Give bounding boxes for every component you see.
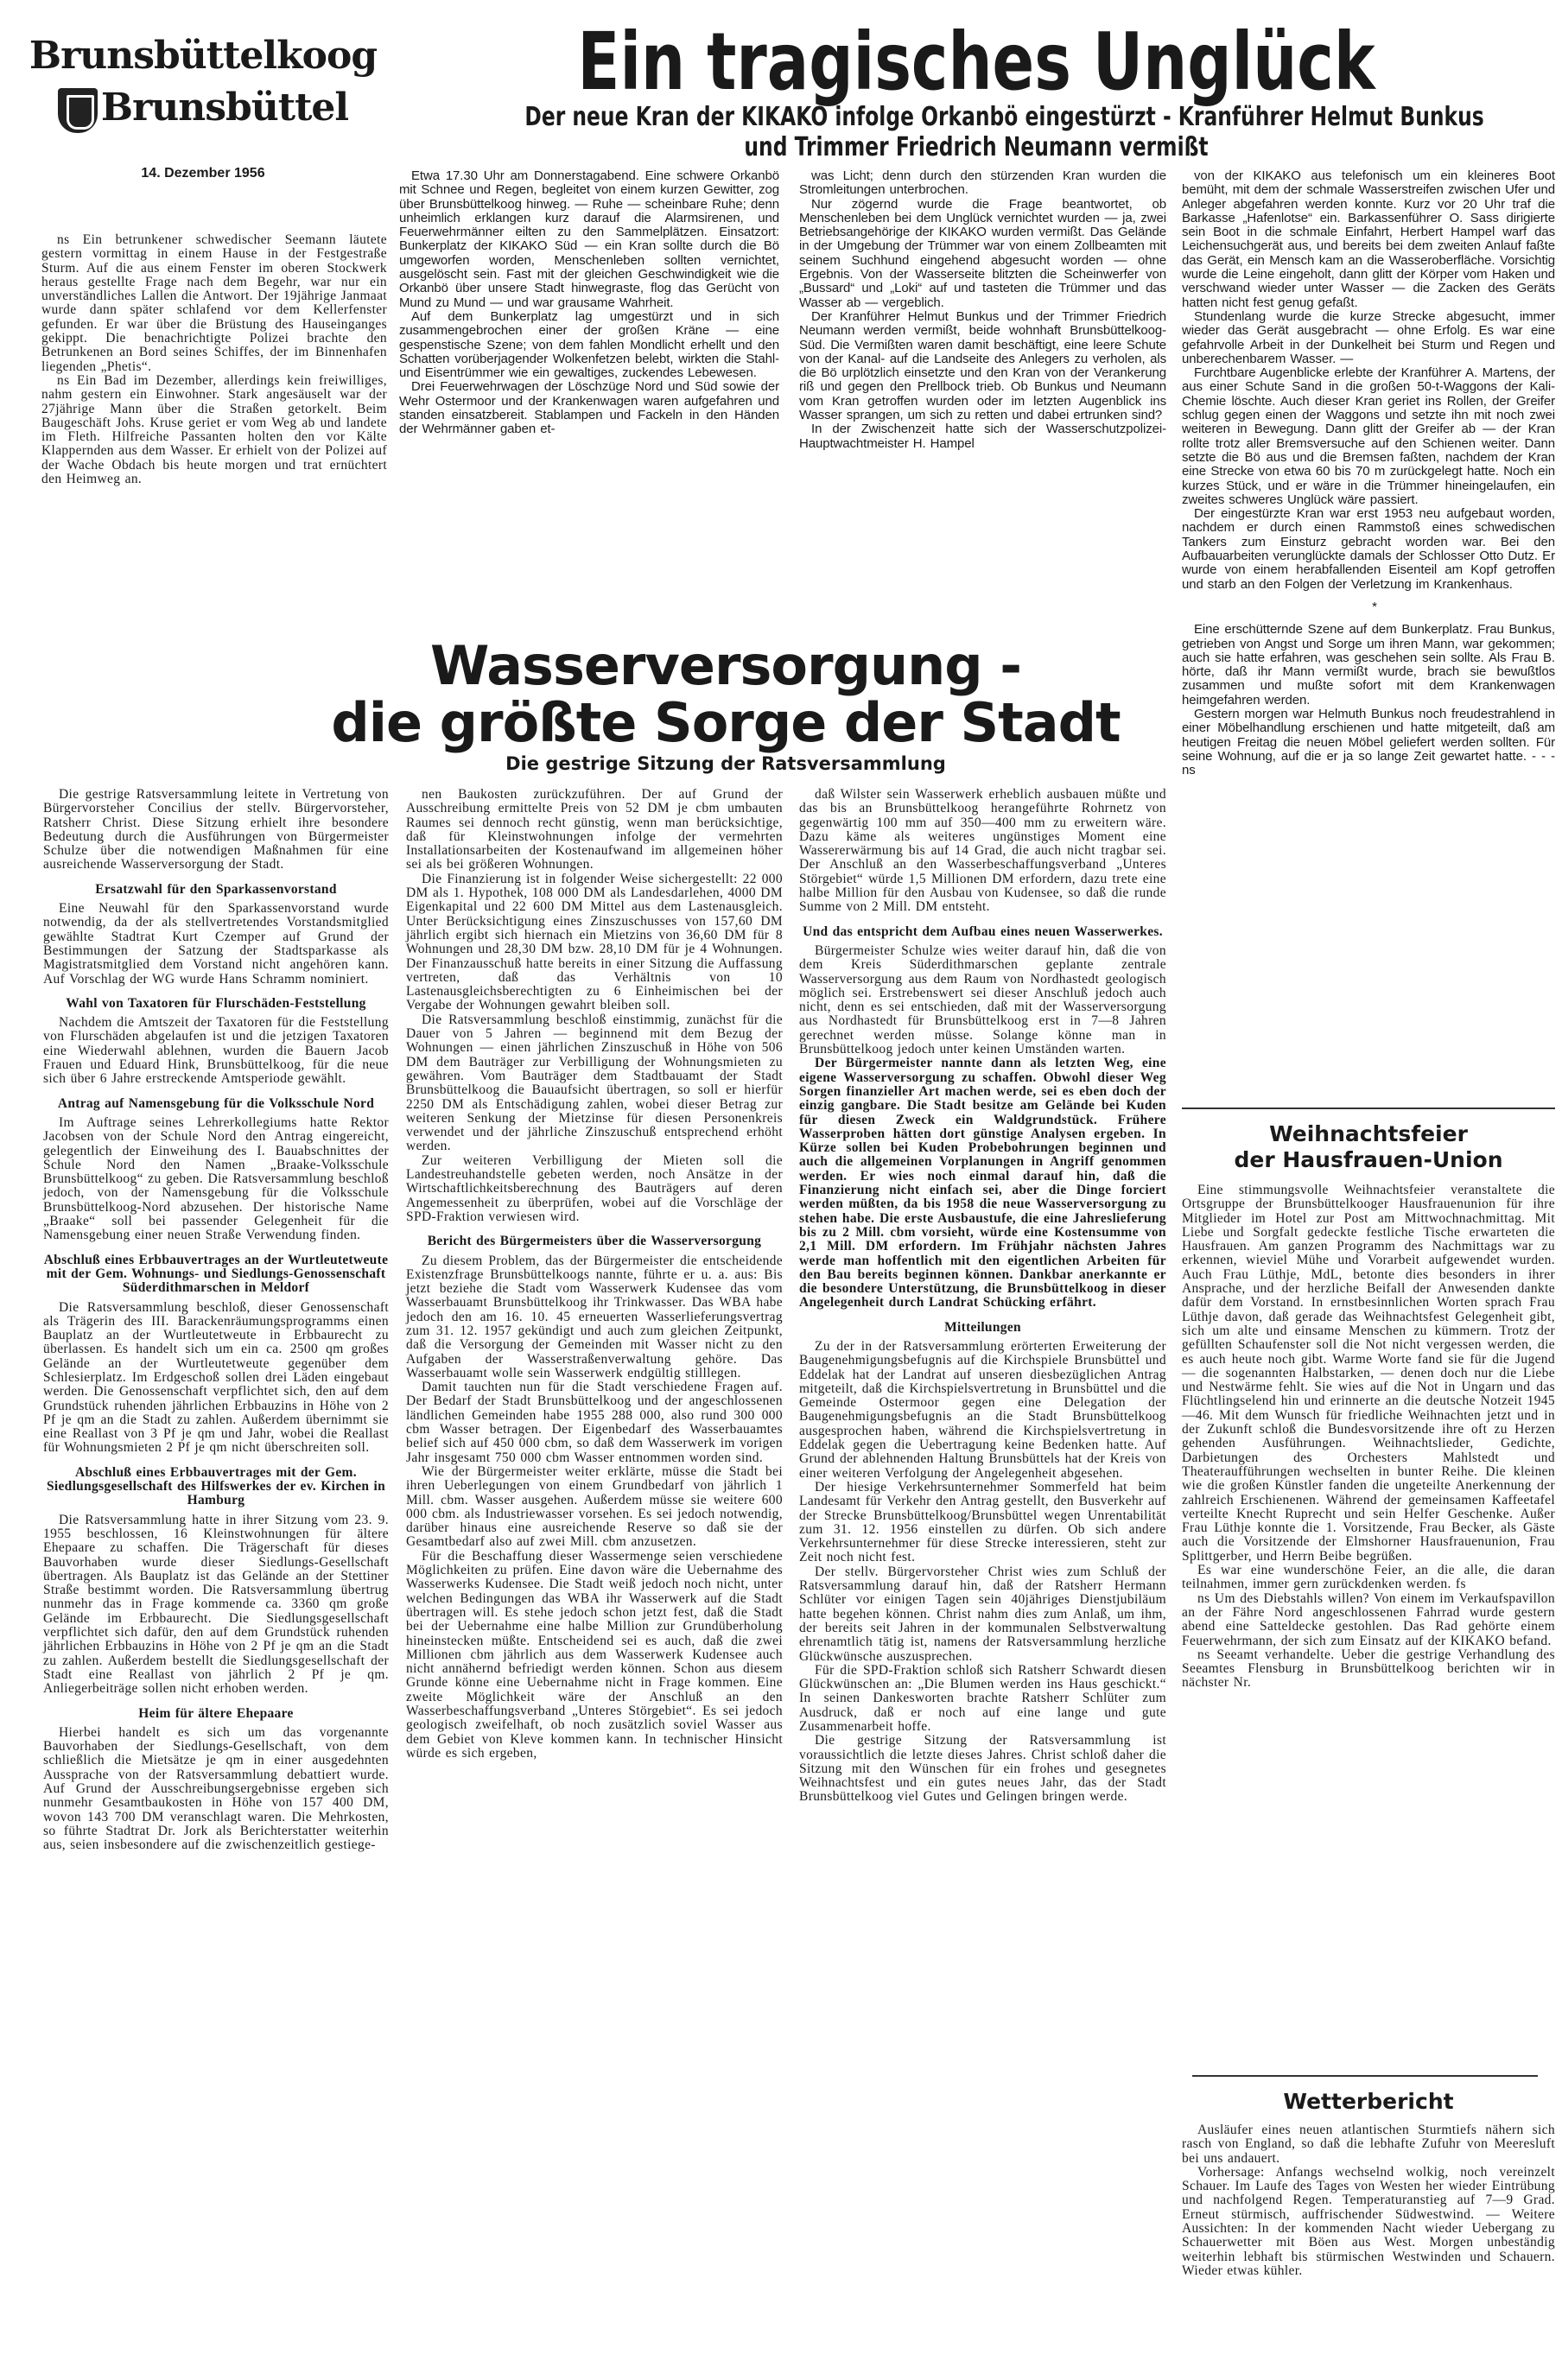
section-heading: Antrag auf Namensgebung für die Volksschule Nord <box>57 1095 375 1111</box>
paragraph: Die gestrige Sitzung der Ratsversammlung ist voraussichtlich die letzte dieses Jahres. Christ schloß daher die Sitzung mit den Wünschen für ein frohes und gesegnetes Weihnachtsfest und ein gutes neues Jahr, das der Stadt Brunsbüttelkoog viel Gutes und Gelingen bringen werde. <box>799 1733 1166 1805</box>
masthead-subtitle: Brunsbüttel <box>100 86 349 130</box>
paragraph: Es war eine wunderschöne Feier, an die alle, die daran teilnahmen, immer gern zurückdenken werden. fs <box>1182 1563 1555 1592</box>
section-heading: Abschluß eines Erbbauvertrages mit der Gem. Siedlungsgesellschaft des Hilfswerkes der ev. Kirchen in Hamburg <box>46 1464 386 1508</box>
paragraph: Der eingestürzte Kran war erst 1953 neu aufgebaut worden, nachdem er durch einen Rammstoß eines schwedischen Tankers zum Einsturz gebracht worden war. Bei den Aufbauarbeiten verunglückte damals der Schlosser Otto Dutz. Er wurde von einem herabfallenden Eisenteil am Kopf getroffen und starb an den Folgen der Verletzung im Krankenhaus. <box>1182 506 1555 592</box>
paragraph: von der KIKAKO aus telefonisch um ein kleineres Boot bemüht, mit dem der schmale Wasserstreifen zwischen Ufer und Anleger abgefahren werden konnte. Kurz vor 20 Uhr traf die Barkasse „Hafenlotse“ ein. Barkassenführer O. Sass dirigierte sein Boot in die schmale Einfahrt, Herbert Hampel warf das Leichensuchgerät aus, und bereits bei dem zweiten Anlauf faßte das Gerät, ein Mensch kam an die Wasseroberfläche. Vorsichtig wurde die Leine eingeholt, dann glitt der Körper vom Haken und verschwand wieder unter Wasser — die Zacken des Geräts hatten nicht fest genug gefaßt. <box>1182 168 1555 310</box>
paragraph: Auf dem Bunkerplatz lag umgestürzt und in sich zusammengebrochen einer der großen Kräne — eine gespenstische Szene; von dem fahlen Mondlicht erhellt und den Schatten vorüberjagender Wolkenfetzen belebt, wirkten die Stahl- und Eisentrümmer wie ein gewaltiges, zuckendes Lebewesen. <box>399 308 779 381</box>
paragraph: daß Wilster sein Wasserwerk erheblich ausbauen müßte und das bis an Brunsbüttelkoog herangeführte Rohrnetz von gegenwärtig 100 mm auf 350—400 mm zu erweitern wäre. Dazu käme als weiteres ungünstiges Moment eine Wassererwärmung bis auf 14 Grad, die auch nicht tragbar sei. Der Anschluß an den Wasserbeschaffungsverband „Unteres Störgebiet“ würde 1,5 Millionen DM erfordern, dazu trete eine halbe Million für den Ausbau von Kudensee, so daß die runde Summe von 2 Mill. DM entsteht. <box>799 787 1166 915</box>
section-heading: Wahl von Taxatoren für Flurschäden-Feststellung <box>66 995 366 1011</box>
briefs-column <box>41 233 387 486</box>
paragraph: ns Ein Bad im Dezember, allerdings kein freiwilliges, nahm gestern ein Einwohner. Stark angesäuselt war der 27jährige Mann über die Straßen getorkelt. Beim Baugeschäft Johs. Kruse geriet er vom Weg ab und landete im Fleth. Hilfreiche Passanten holten den vor Kälte Klappernden aus dem Wasser. Er erhielt von der Polizei auf der Wache Obdach bis heute morgen und trat ernüchtert den Heimweg an. <box>41 372 387 487</box>
paragraph: Vorhersage: Anfangs wechselnd wolkig, noch vereinzelt Schauer. Im Laufe des Tages von Westen her wieder Eintrübung und nachfolgend Regen. Temperaturanstieg auf 7—9 Grad. Erneut stürmisch, auffrischender Südwestwind. — Weitere Aussichten: In der kommenden Nacht wieder Uebergang zu Schauerwetter mit Böen aus West. Morgen unbeständig weiterhin lebhaft bis stürmischen Westwinden und Schauern. Wieder etwas kühler. <box>1182 2164 1555 2278</box>
section-heading: Und das entspricht dem Aufbau eines neuen Wasserwerkes. <box>803 923 1163 939</box>
water-headline-line1: Wasserversorgung - <box>430 634 1021 697</box>
paragraph: Die gestrige Ratsversammlung leitete in Vertretung von Bürgervorsteher Concilius der stellv. Bürgervorsteher, Ratsherr Christ. Diese Sitzung erhielt ihre besondere Bedeutung durch die Ausführungen von Bürgermeister Schulze über die notwendigen Maßnahmen für eine ausreichende Wasserversorgung der Stadt. <box>43 787 389 873</box>
paragraph: ns Seeamt verhandelte. Ueber die gestrige Verhandlung des Seeamtes Flensburg in Brunsbüttelkoog berichten wir in nächster Nr. <box>1182 1647 1555 1691</box>
separator-asterisk: * <box>1372 599 1377 614</box>
paragraph: Hierbei handelt es sich um das vorgenannte Bauvorhaben der Siedlungs-Gesellschaft, von dem schließlich die Mietsätze je qm in einer ausgedehnten Aussprache von der Ratsversammlung debattiert wurde. Auf Grund der Ausschreibungsergebnisse ergeben sich nunmehr Gesamtbaukosten in Höhe von 157 400 DM, wovon 143 700 DM veranschlagt waren. Die Mehrkosten, so führte Stadtrat Dr. Jork als Berichterstatter weiterhin aus, seien insbesondere auf die zwischenzeitlich gestiege- <box>43 1724 389 1853</box>
paragraph: Im Auftrage seines Lehrerkollegiums hatte Rektor Jacobsen von der Schule Nord den Antrag eingereicht, gelegentlich der Einweihung des I. Bauabschnittes der Schule Nord den Namen „Braake-Volksschule Brunsbüttelkoog“ zu geben. Die Ratsversammlung beschloß jedoch, von der Namensgebung für die Volksschule Brunsbüttelkoog-Nord abzusehen. Der historische Name „Braake“ soll bei passender Gelegenheit für die Namensgebung einer neuen Straße Verwendung finden. <box>43 1114 389 1243</box>
paragraph: ns Ein betrunkener schwedischer Seemann läutete gestern vormittag in einem Hause in der Festgestraße Sturm. Auf die aus einem Fenster im oberen Stockwerk heraus gestellte Frage nach dem Begehr, war nur ein unverständliches Lallen die Antwort. Der 19jährige Janmaat wurde dann später schlafend vor dem Kellerfenster gefunden. Er war über die Brüstung des Hauseinganges gekippt. Die benachrichtigte Polizei brachte den Betrunkenen an Bord seines Schiffes, der im Binnenhafen liegenden „Phetis“. <box>41 232 387 374</box>
paragraph: Nur zögernd wurde die Frage beantwortet, ob Menschenleben bei dem Unglück vernichtet wurden — ja, zwei Betriebsangehörige der KIKAKO wurden vermißt. Das Gelände in der Umgebung der Trümmer war von einem Zollbeamten mit seinem Suchhund eingehend abgesucht worden — ohne Ergebnis. Von der Wasserseite blitzten die Scheinwerfer von „Bussard“ und „Loki“ auf und tasteten die Trümmer und das Wasser ab — vergeblich. <box>799 196 1166 310</box>
paragraph: Die Finanzierung ist in folgender Weise sichergestellt: 22 000 DM als 1. Hypothek, 108 000 DM als Landesdarlehen, 4000 DM Eigenkapital und 22 600 DM Mittel aus dem Lastenausgleich. Unter Berücksichtigung eines Zinszuschusses von 157,60 DM jährlich ergibt sich hiernach ein Mietzins von 36,60 DM für 8 Wohnungen und 28,30 DM bzw. 28,10 DM für je 4 Wohnungen. Der Finanzausschuß hatte bereits in einer Sitzung die Auffassung vertreten, daß das Verhältnis von 10 Lastenausgleichsberechtigten zu 6 Einheimischen bei der Vergabe der Wohnungen gewahrt bleiben soll. <box>406 871 783 1013</box>
union-article <box>1182 1184 1555 1691</box>
lead-headline: Ein tragisches Unglück <box>577 16 1375 108</box>
paragraph: Eine Neuwahl für den Sparkassenvorstand wurde notwendig, da der als stellvertretendes Vorstandsmitglied gewählte Stadtrat Kurt Czemper auf Grund der Bestimmungen der Satzung der Stadtsparkasse als Magistratsmitglied dem Vorstand nicht angehören kann. Auf Vorschlag der WG wurde Hans Schramm nominiert. <box>43 901 389 987</box>
paragraph: Wie der Bürgermeister weiter erklärte, müsse die Stadt bei ihren Ueberlegungen von einem Grundbedarf von jährlich 1 Mill. cbm. Wasser ausgehen. Außerdem müsse sie weitere 600 000 cbm. als Industriewasser vorsehen. Es sei jedoch notwendig, darüber hinaus eine ausreichende Reserve so daß sie der Gesamtbedarf also auf zwei Mill. cbm anzusetzen. <box>406 1463 783 1550</box>
paragraph: Der hiesige Verkehrsunternehmer Sommerfeld hat beim Landesamt für Verkehr den Antrag gestellt, den Busverkehr auf der Strecke Brunsbüttelkoog/Brunsbüttel wegen Unrentabilität zum 31. 12. 1956 einstellen zu dürfen. Ob sich andere Verkehrsunternehmer für diese Strecke interessieren, steht zur Zeit noch nicht fest. <box>799 1479 1166 1565</box>
water-article-column-3 <box>799 788 1166 1805</box>
paragraph: was Licht; denn durch den stürzenden Kran wurden die Stromleitungen unterbrochen. <box>799 168 1166 198</box>
lead-article-column-2 <box>799 169 1166 451</box>
paragraph: Furchtbare Augenblicke erlebte der Kranführer A. Martens, der aus einer Schute Sand in die großen 50-t-Waggons der Kali-Chemie löschte. Auch dieser Kran geriet ins Rollen, der Greifer schlug gegen einen der Waggons und setzte ihn mit noch zwei weiteren in Bewegung. Dann glitt der Greifer ab — der Kran rollte trotz aller Bremsversuche auf den Schienen weiter. Dann setzte die Bö aus und die Bremsen faßten, nachdem der Kran eine Strecke von etwa 60 bis 70 m zurückgelegt hatte. Noch ein kurzes Stück, und er wäre in die Trümmer hineingelaufen, ein zweites schweres Unglück wäre passiert. <box>1182 365 1555 507</box>
weather-article <box>1182 2123 1555 2278</box>
paragraph: Zu der in der Ratsversammlung erörterten Erweiterung der Baugenehmigungsbefugnis auf die Kirchspiele Brunsbüttel und Eddelak hat der Landrat auf unseren diesbezüglichen Antrag mitgeteilt, daß die Kirchspielsvertretung in Brunsbüttel und die Gemeinde Ostermoor gegen eine Delegation der Baugenehmigungsbefugnis an die Stadt Brunsbüttelkoog ausgesprochen haben, während die Kirchspielsvertretung in Eddelak gegen die Uebertragung keine Bedenken hatte. Auf Grund der ablehnenden Haltung Brunsbüttels hat der Kreis von einer weiteren Verfolgung der Angelegenheit abgesehen. <box>799 1338 1166 1481</box>
coat-of-arms-icon <box>58 88 98 133</box>
weather-headline: Wetterbericht <box>1283 2089 1454 2114</box>
paragraph: Zur weiteren Verbilligung der Mieten soll die Landestreuhandstelle gebeten werden, noch Ansätze in der Wirtschaftlichkeitsberechnung des Bauträgers auf deren Angemessenheit zu überprüfen, wobei auf die Vorschläge der SPD-Fraktion verwiesen wird. <box>406 1152 783 1224</box>
section-heading: Mitteilungen <box>944 1319 1021 1335</box>
paragraph: Für die SPD-Fraktion schloß sich Ratsherr Schwardt diesen Glückwünschen an: „Die Blumen werden ins Haus geschickt.“ In seinen Dankesworten brachte Ratsherr Schlüter zum Ausdruck, daß er noch auf eine lange und gute Zusammenarbeit hoffe. <box>799 1662 1166 1734</box>
paragraph: Der Kranführer Helmut Bunkus und der Trimmer Friedrich Neumann werden vermißt, beide wohnhaft Brunsbüttelkoog-Süd. Die Vermißten waren damit beschäftigt, eine leere Schute von der Kanal- auf die Landseite des Anlegers zu verholen, als die Bö urplötzlich einsetzte und den Kran von der Verankerung riß und gegen den Prellbock trieb. Ob Bunkus und Neumann vom Kran getroffen wurden oder im letzten Augenblick ins Wasser sprangen, um sich zu retten und dabei ertrunken sind? <box>799 308 1166 423</box>
paragraph: Damit tauchten nun für die Stadt verschiedene Fragen auf. Der Bedarf der Stadt Brunsbüttelkoog und der angeschlossenen ländlichen Gemeinden habe 1955 288 000, also rund 300 000 cbm Wasser betragen. Der Eigenbedarf des Wasserbauamtes belief sich auf 450 000 cbm, so daß dem Wasserwerk im vorigen Jahr insgesamt 750 000 cbm Wasser entnommen worden sind. <box>406 1380 783 1465</box>
divider-rule <box>1182 1107 1555 1109</box>
paragraph: Eine stimmungsvolle Weihnachtsfeier veranstaltete die Ortsgruppe der Brunsbüttelkooger Hausfrauenunion für ihre Mitglieder im Hotel zur Post am Mittwochnachmittag. Mit Liebe und Sorgfalt gedeckte festliche Tische erwarteten die Hausfrauen. Am ganzen Programm des Nachmittags war zu erkennen, wieviel Mühe und Vorarbeit aufgewendet wurden. Auch Frau Lüthje, MdL, betonte dies besonders in ihrer Ansprache, und der herzliche Beifall der Anwesenden dankte dafür dem Vorstand. In ernstbesinnlichen Worten sprach Frau Lüthje davon, daß gerade das Weihnachtsfest Gelegenheit gibt, sich um alte und einsame Menschen zu kümmern. Trotz der gefüllten Schaufenster soll die Not nicht vergessen werden, die es auch heute noch gibt. Warme Worte fand sie für die Jugend — die sogenannten Halbstarken, — denen doch nur die Liebe und Nestwärme fehlt. Sie wies auf die Not in Ungarn und das Flüchtlingselend hin und erinnerte an die deutsche Notzeit 1945—46. Mit dem Wunsch für friedliche Weihnachten jetzt und in der Zukunft schloß die Bundesvorsitzende ihre oft zu Herzen gehenden Ausführungen. Weihnachtslieder, Gedichte, Darbietungen des Orchesters Mahlstedt und Theateraufführungen wechselten in bunter Reihe. Die kleinen wie die großen Künstler fanden die ungeteilte Anerkennung der zahlreich Erschienenen. Während der gemeinsamen Kaffeetafel verteilte Knecht Ruprecht und sein Helfer Geschenke. Außer Frau Lüthje konnte die 1. Vorsitzende, Frau Becker, als Gäste auch die Vorsitzende der Elmshorner Hausfrauenunion, Frau Splittgerber, und Herrn Beibe begrüßen. <box>1182 1183 1555 1564</box>
paragraph: Gestern morgen war Helmuth Bunkus noch freudestrahlend in einer Möbelhandlung erschienen und hatte mitgeteilt, daß am heutigen Freitag die neuen Möbel geliefert werden sollten. Für seine Wohnung, auf die er ja so lange Zeit gewartet hatte. - - - ns <box>1182 706 1555 778</box>
section-heading: Ersatzwahl für den Sparkassenvorstand <box>95 881 337 897</box>
lead-article-column-3 <box>1182 169 1555 777</box>
water-headline-line2: die größte Sorge der Stadt <box>331 691 1121 754</box>
paragraph: Die Ratsversammlung beschloß, dieser Genossenschaft als Trägerin des III. Barackenräumungsprogramms einen Bauplatz an der Wurtleutetweute in Erbbaurecht zu überlassen. Es handelt sich um ein ca. 2500 qm großes Gelände an der Wurtleutetweute gegenüber dem Schlesierplatz. Im Erdgeschoß sollen drei Läden eingebaut werden. Die Genossenschaft verpflichtet sich, den auf dem Grundstück ruhenden jährlichen Erbbauzins in Höhe von 2 Pf je qm an die Stadt zu zahlen. Außerdem übernimmt sie eine Reallast von 3 Pf je qm und Jahr, wobei die Reallast für Wohnungsmieten 2 Pf je qm nicht überschreiten soll. <box>43 1299 389 1456</box>
section-heading: Bericht des Bürgermeisters über die Wasserversorgung <box>427 1234 762 1249</box>
masthead-title-brunsbuettelkoog: Brunsbüttelkoog <box>29 34 378 78</box>
paragraph: Bürgermeister Schulze wies weiter darauf hin, daß die von dem Kreis Süderdithmarschen geplante zentrale Wasserversorgung aus dem Raum von Nordhastedt geologisch möglich sei. Erstrebenswert sei dieser Anschluß jedoch auch nicht, denn es sei entschieden, daß mit der Wasserversorgung aus Nordhastedt für Brunsbüttelkoog erst in 7—8 Jahren gerechnet werden müsse. Solange könne man in Brunsbüttelkoog jedoch unter keinen Umständen warten. <box>799 942 1166 1057</box>
water-headline <box>285 634 1166 754</box>
union-headline-line2: der Hausfrauen-Union <box>1234 1147 1503 1172</box>
water-article-column-1 <box>43 788 389 1852</box>
water-subtitle: Die gestrige Sitzung der Ratsversammlung <box>505 753 946 774</box>
paragraph: Der stellv. Bürgervorsteher Christ wies zum Schluß der Ratsversammlung darauf hin, daß der Ratsherr Hermann Schlüter vor einigen Tagen sein 40jähriges Dienstjubiläum hatte begehen können. Christ nahm dies zum Anlaß, um ihm, der bereits seit Jahren in der kommunalen Selbstverwaltung ehrenamtlich tätig ist, namens der Ratsversammlung herzliche Glückwünsche auszusprechen. <box>799 1564 1166 1664</box>
paragraph: Der Bürgermeister nannte dann als letzten Weg, eine eigene Wasserversorgung zu schaffen. Obwohl dieser Weg Sorgen finanzieller Art machen werde, sei es eben doch der einzig gangbare. Die Stadt besitze am Gelände bei Kuden für diesen Zweck ein Waldgrundstück. Frühere Wasserproben hätten dort günstige Analysen ergeben. In Kürze sollen bei Kuden Probebohrungen beginnen und auch die allgemeinen Vorplanungen in Angriff genommen werden. Er wies noch einmal darauf hin, daß die Finanzierung nicht einfach sei, aber die Dinge forciert werden müßten, da bis 1958 die neue Wasserversorgung zu stehen habe. Die erste Ausbaustufe, die eine Jahreslieferung bis zu 2 Mill. cbm vorsieht, würde eine Kostensumme von 2,1 Mill. DM erfordern. Im Frühjahr nächsten Jahres werde man hoffentlich mit den eigentlichen Arbeiten für den Bau bereits beginnen können. Dankbar anerkannte er die besondere Unterstützung, die Brunsbüttelkoog in dieser Angelegenheit durch Landrat Schücking erfährt. <box>799 1056 1166 1311</box>
paragraph: Die Ratsversammlung hatte in ihrer Sitzung vom 23. 9. 1955 beschlossen, 16 Kleinstwohnungen für ältere Ehepaare zu schaffen. Die Trägerschaft für dieses Bauvorhaben wurde dieser Siedlungs-Gesellschaft übertragen. Als Bauplatz ist das Gelände an der Stettiner Straße bestimmt worden. Die Ratsversammlung übertrug nunmehr das in Frage kommende ca. 3360 qm große Gelände im Erbbaurecht. Die Siedlungsgesellschaft verpflichtet sich dafür, den auf dem Grundstück ruhenden jährlichen Erbbauzins in Höhe von 2 Pf je qm an die Stadt zu zahlen. Außerdem bestellt die Siedlungsgesellschaft der Stadt eine Reallast von jährlich 2 Pf je qm. Anliegerbeiträge sollen nicht erhoben werden. <box>43 1512 389 1697</box>
paragraph: Für die Beschaffung dieser Wassermenge seien verschiedene Möglichkeiten zu prüfen. Eine davon wäre die Uebernahme des Wasserwerks Kudensee. Die Stadt weiß jedoch noch nicht, unter welchen Bedingungen das WBA ihr Wasserwerk auf die Stadt übertragen will. Es stehe jedoch schon jetzt fest, daß die Stadt bei der Uebernahme eine halbe Million zur Grundüberholung hineinstecken müßte. Entscheidend sei es auch, daß die zwei Millionen cbm jährlich aus dem Wasserwerk Kudensee auch nicht annähernd befriedigt werden können. Schon aus diesem Grunde könne eine Uebernahme nicht in Frage kommen. Eine zweite Möglichkeit wäre der Anschluß an den Wasserbeschaffungsverband „Unteres Störgebiet“. Es sei jedoch geologisch zweifelhaft, ob noch zusätzlich soviel Wasser aus dem Gebiet von Kleve kommen kann. In technischer Hinsicht würde es sich ergeben, <box>406 1548 783 1761</box>
paragraph: Ausläufer eines neuen atlantischen Sturmtiefs nähern sich rasch von England, so daß die lebhafte Zufuhr von Meeresluft bei uns andauert. <box>1182 2123 1555 2166</box>
paragraph: Die Ratsversammlung beschloß einstimmig, zunächst für die Dauer von 5 Jahren — beginnend mit dem Bezug der Wohnungen — einen jährlichen Zinszuschuß in Höhe von 506 DM dem Bauträger zur Verbilligung der Wohnungsmieten zu gewähren. Vom Bauträger dem Stadtbauamt der Stadt Brunsbüttelkoog die Bauaufsicht übertragen, so soll er hierfür 2250 DM als Entschädigung zahlen, wobei dieser Betrag zur weiteren Senkung der Mietzinse für diesen Personenkreis verwendet und der jährliche Zinszuschuß entsprechend erhöht werden. <box>406 1012 783 1154</box>
section-heading: Abschluß eines Erbbauvertrages an der Wurtleutetweute mit der Gem. Wohnungs- und Siedlungs-Genossenschaft Süderdithmarschen in Meldorf <box>43 1252 389 1296</box>
masthead <box>17 35 389 181</box>
lead-article-column-1 <box>399 169 779 437</box>
union-headline <box>1182 1121 1555 1173</box>
lead-subhead-line1: Der neue Kran der KIKAKO infolge Orkanbö eingestürzt - Kranführer Helmut Bunkus <box>524 102 1484 132</box>
paragraph: Eine erschütternde Szene auf dem Bunkerplatz. Frau Bunkus, getrieben von Angst und Sorge um ihren Mann, war gekommen; auch sie hatte erfahren, was geschehen sein sollte. Als Frau B. hörte, daß ihr Mann vermißt wurde, brach sie bewußtlos zusammen und mußte sofort mit dem Krankenwagen heimgefahren werden. <box>1182 622 1555 708</box>
paragraph: Etwa 17.30 Uhr am Donnerstagabend. Eine schwere Orkanbö mit Schnee und Regen, begleitet von einem kurzen Gewitter, zog über Brunsbüttelkoog hinweg. — Ruhe — scheinbare Ruhe; denn unheimlich erklangen kurz darauf die Alarmsirenen, und Feuerwehrmänner eilten zu den Sammelplätzen. Einsatzort: Bunkerplatz der KIKAKO Süd — ein Kran sollte durch die Bö umgeworfen worden, Menschenleben sollten vernichtet, ausgelöscht sein. Fast mit der gleichen Geschwindigkeit wie die Orkanbö über unsere Stadt hinwegraste, flog das Gerücht von Mund zu Mund — und war grausame Wahrheit. <box>399 168 779 310</box>
section-heading: Heim für ältere Ehepaare <box>138 1705 294 1721</box>
lead-subhead-line2: und Trimmer Friedrich Neumann vermißt <box>744 132 1209 162</box>
paragraph: ns Um des Diebstahls willen? Von einem im Verkaufspavillon an der Fähre Nord angeschlossenen Fahrrad wurde gestern abend eine Satteldecke gestohlen. Das Rad gehörte einem Feuerwehrmann, der sich zum Einsatz auf der KIKAKO befand. <box>1182 1590 1555 1648</box>
paragraph: In der Zwischenzeit hatte sich der Wasserschutzpolizei-Hauptwachtmeister H. Hampel <box>799 422 1166 451</box>
issue-date: 14. Dezember 1956 <box>141 165 265 181</box>
paragraph: Drei Feuerwehrwagen der Löschzüge Nord und Süd sowie der Wehr Ostermoor und der Krankenwagen waren aufgefahren und standen einsatzbereit. Stablampen und Fackeln in den Händen der Wehrmänner gaben et- <box>399 379 779 437</box>
water-article-column-2 <box>406 788 783 1761</box>
paragraph: nen Baukosten zurückzuführen. Der auf Grund der Ausschreibung ermittelte Preis von 52 DM je cbm umbauten Raumes sei dennoch recht günstig, wenn man berücksichtige, daß für Kleinstwohnungen infolge der vermehrten Installationsarbeiten der Kostenaufwand im allgemeinen höher sei als bei größeren Wohnungen. <box>406 787 783 873</box>
union-headline-line1: Weihnachtsfeier <box>1269 1121 1468 1146</box>
lead-subhead <box>524 102 1484 162</box>
divider-rule <box>1192 2075 1538 2077</box>
masthead-title-brunsbuettel <box>17 86 389 133</box>
paragraph: Nachdem die Amtszeit der Taxatoren für die Feststellung von Flurschäden abgelaufen ist und die jetzigen Taxatoren eine Wiederwahl ablehnen, wurden die Bauern Jacob Frauen und Eduard Hink, Brunsbüttelkoog, für die neue sich über 6 Jahre erstreckende Amtsperiode gewählt. <box>43 1015 389 1087</box>
paragraph: Stundenlang wurde die kurze Strecke abgesucht, immer wieder das Gerät ausgebracht — ohne Erfolg. Es war eine gefahrvolle Arbeit in der Dunkelheit bei Sturm und Regen und unberechenbarem Wasser. — <box>1182 308 1555 366</box>
paragraph: Zu diesem Problem, das der Bürgermeister die entscheidende Existenzfrage Brunsbüttelkoogs nannte, führte er u. a. aus: Bis jetzt beziehe die Stadt vom Wasserwerk Kudensee das vom Wasserbauamt Brunsbüttelkoog ihr Trinkwasser. Das WBA habe jedoch den am 16. 10. 45 erneuerten Wasserlieferungsvertrag zum 31. 12. 1957 gekündigt und auch zum gleichen Zeitpunkt, daß die Versorgung der Gemeinden mit Wasser nicht zu den Aufgaben der Wasserstraßenverwaltung gehöre. Das Wasserbauamt wolle sein Wasserwerk endgültig stilllegen. <box>406 1253 783 1380</box>
